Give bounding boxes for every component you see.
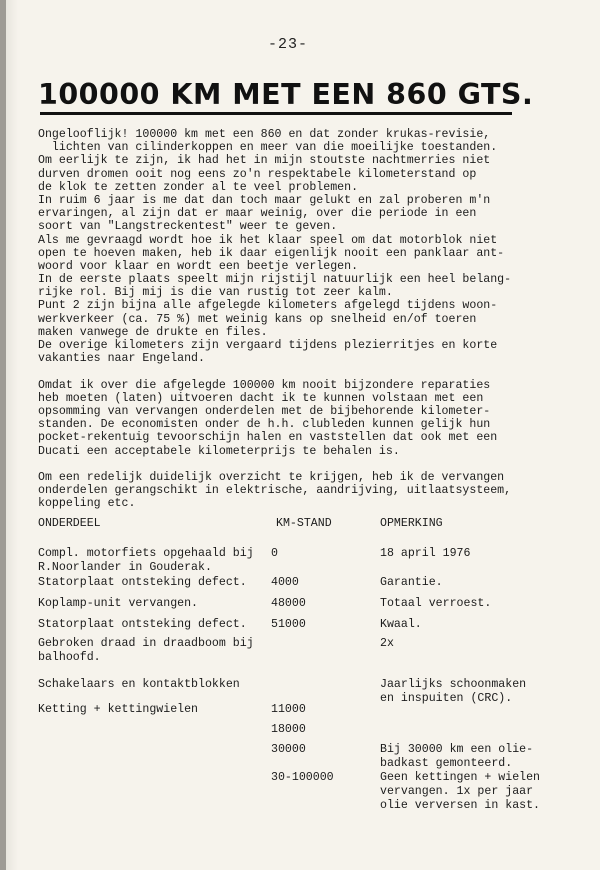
text-line: In ruim 6 jaar is me dat dan toch maar gelukt en zal proberen m'n <box>38 193 491 207</box>
note-cell: Jaarlijks schoonmaken en inspuiten (CRC). <box>380 678 527 705</box>
binding-edge <box>0 0 6 870</box>
part-cell: Koplamp-unit vervangen. <box>38 597 199 610</box>
text-line: soort van "Langstreckentest" weer te geven. <box>38 220 338 234</box>
note-cell: Totaal verroest. <box>380 597 492 610</box>
text-line: standen. De economisten onder de h.h. clubleden kunnen gelijk hun <box>38 418 491 432</box>
text-line: pocket-rekentuig tevoorschijn halen en vaststellen dat ook met een <box>38 431 498 445</box>
text-line: Om een redelijk duidelijk overzicht te krijgen, heb ik de vervangen <box>38 470 505 484</box>
text-line: lichten van cilinderkoppen en meer van die moeilijke toestanden. <box>38 141 498 155</box>
note-cell: 18 april 1976 <box>380 547 471 560</box>
note-cell: Kwaal. <box>380 618 422 631</box>
note-cell: Bij 30000 km een olie- badkast gemonteerd. <box>380 743 534 770</box>
km-cell: 4000 <box>271 576 299 589</box>
text-line: Ongelooflijk! 100000 km met een 860 en dat zonder krukas-revisie, <box>38 128 491 141</box>
part-cell: Ketting + kettingwielen <box>38 703 199 716</box>
part-cell: Statorplaat ontsteking defect. <box>38 618 247 631</box>
part-cell: Gebroken draad in draadboom bij balhoofd. <box>38 637 254 664</box>
title-underline <box>40 112 512 115</box>
text-line: opsomming van vervangen onderdelen met de bijbehorende kilometer- <box>38 404 491 418</box>
km-cell: 30000 <box>271 743 306 756</box>
text-line: open te hoeven maken, heb ik daar eigenlijk nooit een panklaar ant- <box>38 246 505 260</box>
part-cell: Statorplaat ontsteking defect. <box>38 576 247 589</box>
column-header-onderdeel: ONDERDEEL <box>38 517 101 530</box>
text-line: vakanties naar Engeland. <box>38 352 205 366</box>
text-line: koppeling etc. <box>38 497 136 511</box>
part-cell: Compl. motorfiets opgehaald bij R.Noorlander in Gouderak. <box>38 547 254 574</box>
text-line: rijke rol. Bij mij is die van rustig tot zeer kalm. <box>38 286 393 300</box>
text-line: Ducati een acceptabele kilometerprijs te behalen is. <box>38 444 400 458</box>
note-cell: 2x <box>380 637 394 650</box>
text-line: Omdat ik over die afgelegde 100000 km nooit bijzondere reparaties <box>38 378 491 392</box>
page-number: -23- <box>268 36 309 53</box>
paragraph-gap <box>38 365 568 378</box>
note-cell: Garantie. <box>380 576 443 589</box>
text-line: De overige kilometers zijn vergaard tijdens plezierritjes en korte <box>38 339 498 352</box>
text-line: durven dromen ooit nog eens zo'n respektabele kilometerstand op <box>38 167 477 181</box>
text-line: maken vanwege de drukte en files. <box>38 325 268 339</box>
text-line: onderdelen gerangschikt in elektrische, aandrijving, uitlaatsysteem, <box>38 484 512 498</box>
column-header-opmerking: OPMERKING <box>380 517 443 530</box>
article-body <box>38 128 568 510</box>
km-cell: 48000 <box>271 597 306 610</box>
text-line: Om eerlijk te zijn, ik had het in mijn stoutste nachtmerries niet <box>38 154 491 168</box>
text-line: woord voor klaar en wordt een beetje verlegen. <box>38 259 359 273</box>
text-line: In de eerste plaats speelt mijn rijstijl natuurlijk een heel belang- <box>38 273 512 287</box>
km-cell: 11000 <box>271 703 306 716</box>
text-line: de klok te zetten zonder al te veel problemen. <box>38 180 359 194</box>
km-cell: 30-100000 <box>271 771 334 784</box>
text-line: Als me gevraagd wordt hoe ik het klaar speel om dat motorblok niet <box>38 233 498 247</box>
km-cell: 51000 <box>271 618 306 631</box>
km-cell: 18000 <box>271 723 306 736</box>
article-title: 100000 KM MET EEN 860 GTS. <box>38 78 534 111</box>
text-line: werkverkeer (ca. 75 %) met weinig kans op snelheid en/of toeren <box>38 312 477 326</box>
column-header-km-stand: KM-STAND <box>276 517 332 530</box>
part-cell: Schakelaars en kontaktblokken <box>38 678 240 691</box>
km-cell: 0 <box>271 547 278 560</box>
text-line: Punt 2 zijn bijna alle afgelegde kilometers afgelegd tijdens woon- <box>38 299 498 313</box>
note-cell: Geen kettingen + wielen vervangen. 1x per jaar olie verversen in kast. <box>380 771 541 812</box>
text-line: ervaringen, al zijn dat er maar weinig, over die periode in een <box>38 207 477 221</box>
paragraph-gap <box>38 458 568 471</box>
text-line: heb moeten (laten) uitvoeren dacht ik te kunnen volstaan met een <box>38 391 484 405</box>
